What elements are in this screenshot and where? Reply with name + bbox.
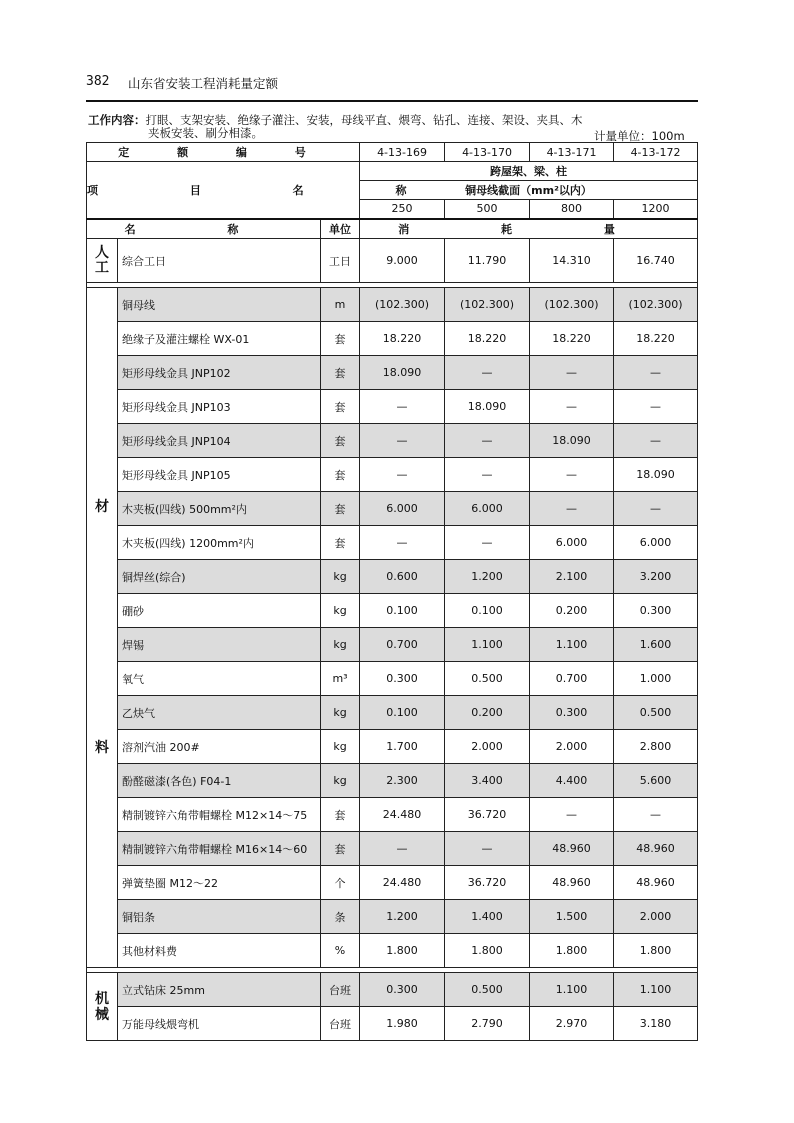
item-name: 铜母线: [118, 288, 321, 322]
item-value: (102.300): [360, 288, 445, 322]
item-unit: 套: [321, 356, 360, 390]
item-value: 1.800: [360, 934, 445, 968]
table-row: [87, 288, 698, 322]
item-value: 0.500: [445, 973, 530, 1007]
item-value: 0.600: [360, 560, 445, 594]
item-name: 立式钻床 25mm: [118, 973, 321, 1007]
table-row: [87, 662, 698, 696]
item-value: —: [445, 424, 530, 458]
item-value: 2.000: [445, 730, 530, 764]
item-value: 0.300: [614, 594, 698, 628]
category-materials-bottom: 料: [95, 740, 109, 756]
item-unit: 套: [321, 458, 360, 492]
item-unit: 套: [321, 424, 360, 458]
item-value: 3.400: [445, 764, 530, 798]
quota-table-body: [87, 143, 698, 1041]
table-row: [87, 696, 698, 730]
item-value: —: [445, 458, 530, 492]
quota-code: 4-13-169: [360, 143, 445, 162]
item-value: —: [530, 492, 614, 526]
item-value: 1.980: [360, 1007, 445, 1041]
item-value: —: [360, 526, 445, 560]
item-unit: kg: [321, 560, 360, 594]
work-content-line2: 夹板安装、刷分相漆。: [148, 126, 263, 140]
subgroup-title: 铜母线截面（mm²以内）: [360, 181, 698, 200]
item-value: 6.000: [530, 526, 614, 560]
item-name: 铜铝条: [118, 900, 321, 934]
item-value: 2.000: [530, 730, 614, 764]
quota-code-label: 定 额 编 号: [87, 143, 360, 162]
table-row: [87, 900, 698, 934]
item-value: 6.000: [445, 492, 530, 526]
item-value: 48.960: [614, 832, 698, 866]
item-name: 乙炔气: [118, 696, 321, 730]
item-value: 36.720: [445, 798, 530, 832]
item-value: —: [530, 798, 614, 832]
item-value: 1.100: [530, 628, 614, 662]
item-value: 1.200: [445, 560, 530, 594]
item-value: 2.970: [530, 1007, 614, 1041]
item-value: 2.300: [360, 764, 445, 798]
item-unit: 套: [321, 492, 360, 526]
item-value: 6.000: [614, 526, 698, 560]
item-value: 1.100: [614, 973, 698, 1007]
item-value: 0.300: [360, 973, 445, 1007]
item-value: 0.100: [360, 594, 445, 628]
category-materials: [87, 288, 118, 968]
item-value: —: [445, 356, 530, 390]
item-value: 1.100: [445, 628, 530, 662]
item-value: 18.090: [530, 424, 614, 458]
item-value: 48.960: [614, 866, 698, 900]
work-content-label: 工作内容：: [88, 113, 146, 127]
table-row: [87, 798, 698, 832]
quota-code: 4-13-171: [530, 143, 614, 162]
measurement-unit-note: 计量单位：100m: [594, 129, 685, 143]
item-value: —: [530, 458, 614, 492]
item-value: 2.790: [445, 1007, 530, 1041]
item-value: —: [360, 458, 445, 492]
page-header: [86, 74, 698, 96]
group-title: 跨屋架、梁、柱: [360, 162, 698, 181]
table-row: [87, 594, 698, 628]
quota-table: [86, 142, 698, 1041]
item-value: 6.000: [360, 492, 445, 526]
size-header: 800: [530, 200, 614, 219]
item-value: 18.220: [530, 322, 614, 356]
item-value: 0.300: [360, 662, 445, 696]
item-value: —: [445, 832, 530, 866]
table-row: [87, 866, 698, 900]
item-value: 48.960: [530, 866, 614, 900]
item-value: 0.100: [445, 594, 530, 628]
item-unit: m: [321, 288, 360, 322]
item-value: 2.100: [530, 560, 614, 594]
item-name: 综合工日: [118, 239, 321, 283]
item-unit: m³: [321, 662, 360, 696]
category-labor: 人工: [87, 239, 118, 283]
item-value: 18.220: [614, 322, 698, 356]
work-content: [88, 114, 608, 140]
book-title: 山东省安装工程消耗量定额: [128, 76, 279, 91]
unit-column-header: 单位: [321, 219, 360, 239]
table-row: [87, 239, 698, 283]
table-row: [87, 424, 698, 458]
item-value: 9.000: [360, 239, 445, 283]
item-unit: 条: [321, 900, 360, 934]
item-value: 1.800: [530, 934, 614, 968]
table-row: [87, 560, 698, 594]
table-row: [87, 492, 698, 526]
item-unit: kg: [321, 764, 360, 798]
table-row: [87, 458, 698, 492]
size-header: 1200: [614, 200, 698, 219]
category-machinery: 机械: [87, 973, 118, 1041]
item-value: 36.720: [445, 866, 530, 900]
item-name: 木夹板(四线) 500mm²内: [118, 492, 321, 526]
item-value: —: [614, 424, 698, 458]
table-row: [87, 1007, 698, 1041]
item-name: 精制镀锌六角带帽螺栓 M12×14～75: [118, 798, 321, 832]
table-row: [87, 322, 698, 356]
item-unit: kg: [321, 594, 360, 628]
item-name: 溶剂汽油 200#: [118, 730, 321, 764]
item-value: 3.200: [614, 560, 698, 594]
item-unit: 套: [321, 832, 360, 866]
table-row: [87, 356, 698, 390]
item-value: 1.700: [360, 730, 445, 764]
item-value: 1.000: [614, 662, 698, 696]
work-content-line1: 打眼、支架安装、绝缘子灌注、安装，母线平直、煨弯、钻孔、连接、架设、夹具、木: [145, 113, 583, 127]
item-value: —: [360, 424, 445, 458]
item-name: 绝缘子及灌注螺栓 WX-01: [118, 322, 321, 356]
item-unit: 套: [321, 322, 360, 356]
table-row: [87, 832, 698, 866]
item-value: (102.300): [614, 288, 698, 322]
item-value: 1.500: [530, 900, 614, 934]
item-value: 48.960: [530, 832, 614, 866]
consumption-column-header: 消 耗 量: [360, 219, 698, 239]
table-row: [87, 526, 698, 560]
item-value: —: [530, 356, 614, 390]
table-row: [87, 973, 698, 1007]
table-row: [87, 390, 698, 424]
table-row: [87, 730, 698, 764]
name-column-header: 名 称: [87, 219, 321, 239]
item-value: 0.200: [530, 594, 614, 628]
item-value: —: [530, 390, 614, 424]
item-name: 矩形母线金具 JNP104: [118, 424, 321, 458]
item-value: 0.300: [530, 696, 614, 730]
item-value: 1.400: [445, 900, 530, 934]
item-value: —: [614, 798, 698, 832]
item-value: 0.700: [530, 662, 614, 696]
item-value: 1.200: [360, 900, 445, 934]
item-name: 矩形母线金具 JNP102: [118, 356, 321, 390]
item-unit: 套: [321, 390, 360, 424]
item-value: 1.800: [614, 934, 698, 968]
item-name: 焊锡: [118, 628, 321, 662]
item-name: 木夹板(四线) 1200mm²内: [118, 526, 321, 560]
item-value: 1.800: [445, 934, 530, 968]
item-name: 氧气: [118, 662, 321, 696]
item-value: 24.480: [360, 798, 445, 832]
item-value: 18.090: [614, 458, 698, 492]
item-unit: 套: [321, 798, 360, 832]
item-value: 18.090: [445, 390, 530, 424]
item-value: 1.600: [614, 628, 698, 662]
item-value: —: [445, 526, 530, 560]
item-value: (102.300): [530, 288, 614, 322]
item-value: —: [614, 356, 698, 390]
item-value: —: [614, 492, 698, 526]
item-value: 0.700: [360, 628, 445, 662]
item-unit: 套: [321, 526, 360, 560]
item-value: —: [360, 832, 445, 866]
category-materials-top: 材: [95, 499, 109, 515]
item-unit: %: [321, 934, 360, 968]
table-row: [87, 934, 698, 968]
item-value: 0.500: [445, 662, 530, 696]
item-name: 矩形母线金具 JNP103: [118, 390, 321, 424]
item-value: 24.480: [360, 866, 445, 900]
item-value: 3.180: [614, 1007, 698, 1041]
item-name: 矩形母线金具 JNP105: [118, 458, 321, 492]
item-value: 18.220: [445, 322, 530, 356]
item-name: 硼砂: [118, 594, 321, 628]
item-value: 18.220: [360, 322, 445, 356]
item-value: 16.740: [614, 239, 698, 283]
quota-code: 4-13-172: [614, 143, 698, 162]
item-value: 1.100: [530, 973, 614, 1007]
item-value: 14.310: [530, 239, 614, 283]
item-unit: 个: [321, 866, 360, 900]
item-value: 4.400: [530, 764, 614, 798]
table-row: [87, 764, 698, 798]
item-name: 弹簧垫圈 M12～22: [118, 866, 321, 900]
item-value: 2.000: [614, 900, 698, 934]
item-value: —: [614, 390, 698, 424]
item-unit: kg: [321, 730, 360, 764]
item-unit: 台班: [321, 973, 360, 1007]
quota-code: 4-13-170: [445, 143, 530, 162]
item-unit: 工日: [321, 239, 360, 283]
item-name: 铜焊丝(综合): [118, 560, 321, 594]
item-value: 2.800: [614, 730, 698, 764]
item-name: 酚醛磁漆(各色) F04-1: [118, 764, 321, 798]
table-row: [87, 628, 698, 662]
item-value: 18.090: [360, 356, 445, 390]
item-value: (102.300): [445, 288, 530, 322]
item-value: 0.200: [445, 696, 530, 730]
item-value: —: [360, 390, 445, 424]
item-name-label: 项 目 名 称: [87, 162, 360, 219]
item-unit: 台班: [321, 1007, 360, 1041]
size-header: 250: [360, 200, 445, 219]
item-unit: kg: [321, 628, 360, 662]
item-name: 精制镀锌六角带帽螺栓 M16×14～60: [118, 832, 321, 866]
header-rule: [86, 100, 698, 102]
item-value: 0.500: [614, 696, 698, 730]
item-unit: kg: [321, 696, 360, 730]
item-value: 5.600: [614, 764, 698, 798]
item-value: 11.790: [445, 239, 530, 283]
size-header: 500: [445, 200, 530, 219]
item-name: 万能母线煨弯机: [118, 1007, 321, 1041]
item-name: 其他材料费: [118, 934, 321, 968]
page-number: 382: [86, 74, 110, 89]
item-value: 0.100: [360, 696, 445, 730]
